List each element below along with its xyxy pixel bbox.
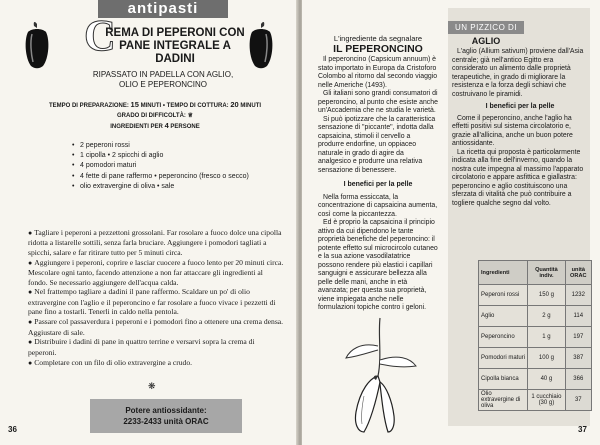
paragraph: Ed è proprio la capsaicina il principio attivo da cui dipendono le tante proprietà benefiche del peperoncino: il potente effetto sul microcircolo cutaneo e la sua azione vasodilatatrice possono rendere più elastici i capillari sanguigni e assicurare bellezza alla pelle delle mani, anche in età avanzata; per questa sua proprietà, viene impiegata anche nelle formulazioni topiche contro i geloni. xyxy=(318,219,438,311)
section-tab: antipasti xyxy=(98,0,228,18)
recipe-subtitle: RIPASSATO IN PADELLA CON AGLIO, OLIO E PEPERONCINO xyxy=(92,70,234,89)
table-cell: 387 xyxy=(565,348,591,369)
table-cell: 1232 xyxy=(565,285,591,306)
paragraph: Gli italiani sono grandi consumatori di peperoncino, al punto che esiste anche un'Accademia che ne studia le varietà. xyxy=(318,90,438,114)
servings-line: INGREDIENTI PER 4 PERSONE xyxy=(110,121,200,130)
table-row xyxy=(479,285,592,306)
table-cell: 2 g xyxy=(528,306,565,327)
ingredient-item: • 1 cipolla • 2 spicchi di aglio xyxy=(70,151,270,161)
ingredient-item: • 4 fette di pane raffermo • peperoncino (fresco o secco) xyxy=(70,172,270,182)
benefits-heading: I benefici per la pelle xyxy=(485,103,555,110)
recipe-title: REMA DI PEPERONI CON PANE INTEGRALE A DADINI xyxy=(105,27,245,65)
pizzico-label: UN PIZZICO DI xyxy=(448,21,524,34)
difficulty-line: GRADO DI DIFFICOLTÀ: ♕ xyxy=(117,112,193,119)
pepper-illustration-left xyxy=(22,20,52,70)
antioxidant-value: 2233-2433 unità ORAC xyxy=(123,417,209,426)
table-cell: 150 g xyxy=(528,285,565,306)
table-cell: 197 xyxy=(565,327,591,348)
page-number-left: 36 xyxy=(8,425,17,434)
recipe-meta xyxy=(40,100,270,133)
table-header: Quantità indiv. xyxy=(528,261,565,285)
ingredient-kicker: L'ingrediente da segnalare xyxy=(333,34,423,43)
aglio-text xyxy=(452,48,588,208)
recipe-step: ● Passare col passaverdura i peperoni e i pomodori fino a ottenere una crema densa. Aggiustare di sale. xyxy=(28,317,284,337)
table-header: Ingredienti xyxy=(479,261,528,285)
table-header: unità ORAC xyxy=(565,261,591,285)
table-row xyxy=(479,348,592,369)
table-cell: 1 cucchiaio (30 g) xyxy=(528,390,565,411)
antioxidant-label: Potere antiossidante: xyxy=(125,406,207,415)
table-row xyxy=(479,390,592,411)
table-row xyxy=(479,327,592,348)
recipe-step: ● Tagliare i peperoni a pezzettoni grossolani. Far rosolare a fuoco dolce una cipolla ridotta a listarelle sottili, senza farla bruciare. Aggiungere i pomodori tagliati a spicchi, salare e far ritirare tutto per 5 minuti circa. xyxy=(28,228,282,257)
chili-pepper-illustration xyxy=(320,316,440,436)
table-cell: Cipolla bianca xyxy=(479,369,528,390)
chef-hat-icon: ♕ xyxy=(187,112,193,119)
table-row xyxy=(479,306,592,327)
paragraph: Come il peperoncino, anche l'aglio ha effetti positivi sul sistema circolatorio e, grazie all'allicina, anche un buon potere antiossidante. xyxy=(452,114,573,147)
antioxidant-box xyxy=(90,399,242,433)
table-cell: 100 g xyxy=(528,348,565,369)
ingredient-title: IL PEPERONCINO xyxy=(333,43,423,55)
right-page xyxy=(302,0,600,445)
table-row xyxy=(479,369,592,390)
recipe-step: ● Nel frattempo tagliare a dadini il pane raffermo. Scaldare un po' di olio extravergine con l'aglio e il peperoncino e far rosolare a fuoco vivace i pezzetti di pane fino a tostarli. Tenerli in caldo nella pentola. xyxy=(28,287,276,317)
table-cell: Aglio xyxy=(479,306,528,327)
table-cell: 37 xyxy=(565,390,591,411)
aglio-title: AGLIO xyxy=(471,36,501,46)
recipe-step: ● Distribuire i dadini di pane in quattro terrine e versarvi sopra la crema di peperoni. xyxy=(28,337,255,357)
paragraph: La ricetta qui proposta è particolarmente indicata alla fine dell'inverno, quando la nostra cute impegna al massimo l'apparato circolatorio e appare asfittica e giallastra: peperoncino e aglio costituiscono una sferzata di vitalità che può contribuire a togliere qualche segno dal volto. xyxy=(452,148,584,207)
orac-table xyxy=(478,260,592,411)
page-number-right: 37 xyxy=(578,425,587,434)
paragraph: Il peperoncino (Capsicum annuum) è stato importato in Europa da Cristoforo Colombo al ritorno dal secondo viaggio nelle Americhe (1493). xyxy=(318,56,438,89)
paragraph: L'aglio (Allium sativum) proviene dall'Asia centrale; già nell'antico Egitto era considerato un alimento dalle proprietà terapeutiche, in grado di migliorare la resistenza e la forza degli schiavi che costruivano le piramidi. xyxy=(452,48,584,98)
pepper-illustration-right xyxy=(246,20,276,70)
time-line: TEMPO DI PREPARAZIONE: 15 MINUTI • TEMPO DI COTTURA: 20 MINUTI xyxy=(48,100,262,109)
benefits-heading: I benefici per la pelle xyxy=(343,181,413,188)
title-dropcap: C xyxy=(84,11,116,60)
paragraph: Si può ipotizzare che la caratteristica sensazione di "piccante", indotta dalla capsaicina, stimoli il cervello a produrre endorfine, un oppiaceo naturale in grado di agire da analgesico e produrre una relativa sensazione di benessere. xyxy=(318,115,436,174)
table-cell: Pomodori maturi xyxy=(479,348,528,369)
table-header-row xyxy=(479,261,592,285)
flower-ornament-icon: ❋ xyxy=(148,381,156,391)
peperoncino-text xyxy=(318,56,438,313)
table-cell: 114 xyxy=(565,306,591,327)
table-cell: 366 xyxy=(565,369,591,390)
table-cell: Peperoncino xyxy=(479,327,528,348)
table-cell: 1 g xyxy=(528,327,565,348)
table-cell: Olio extravergine di oliva xyxy=(479,390,528,411)
ingredients-list xyxy=(70,141,270,192)
left-page xyxy=(0,0,298,445)
ingredient-item: • olio extravergine di oliva • sale xyxy=(70,182,270,192)
recipe-steps xyxy=(28,228,284,369)
paragraph: Nella forma essiccata, la concentrazione di capsaicina aumenta, così come la piccantezza. xyxy=(318,193,438,218)
table-cell: 40 g xyxy=(528,369,565,390)
ingredient-item: • 2 peperoni rossi xyxy=(70,141,270,151)
recipe-step: ● Completare con un filo di olio extravergine a crudo. xyxy=(28,357,193,367)
ingredient-item: • 4 pomodori maturi xyxy=(70,161,270,171)
table-cell: Peperoni rossi xyxy=(479,285,528,306)
recipe-step: ● Aggiungere i peperoni, coprire e lasciar cuocere a fuoco lento per 20 minuti circa. Mescolare ogni tanto, facendo attenzione a non far attaccare gli ingredienti al fondo. Se necessario aggiungere dell'acqua calda. xyxy=(28,257,284,287)
